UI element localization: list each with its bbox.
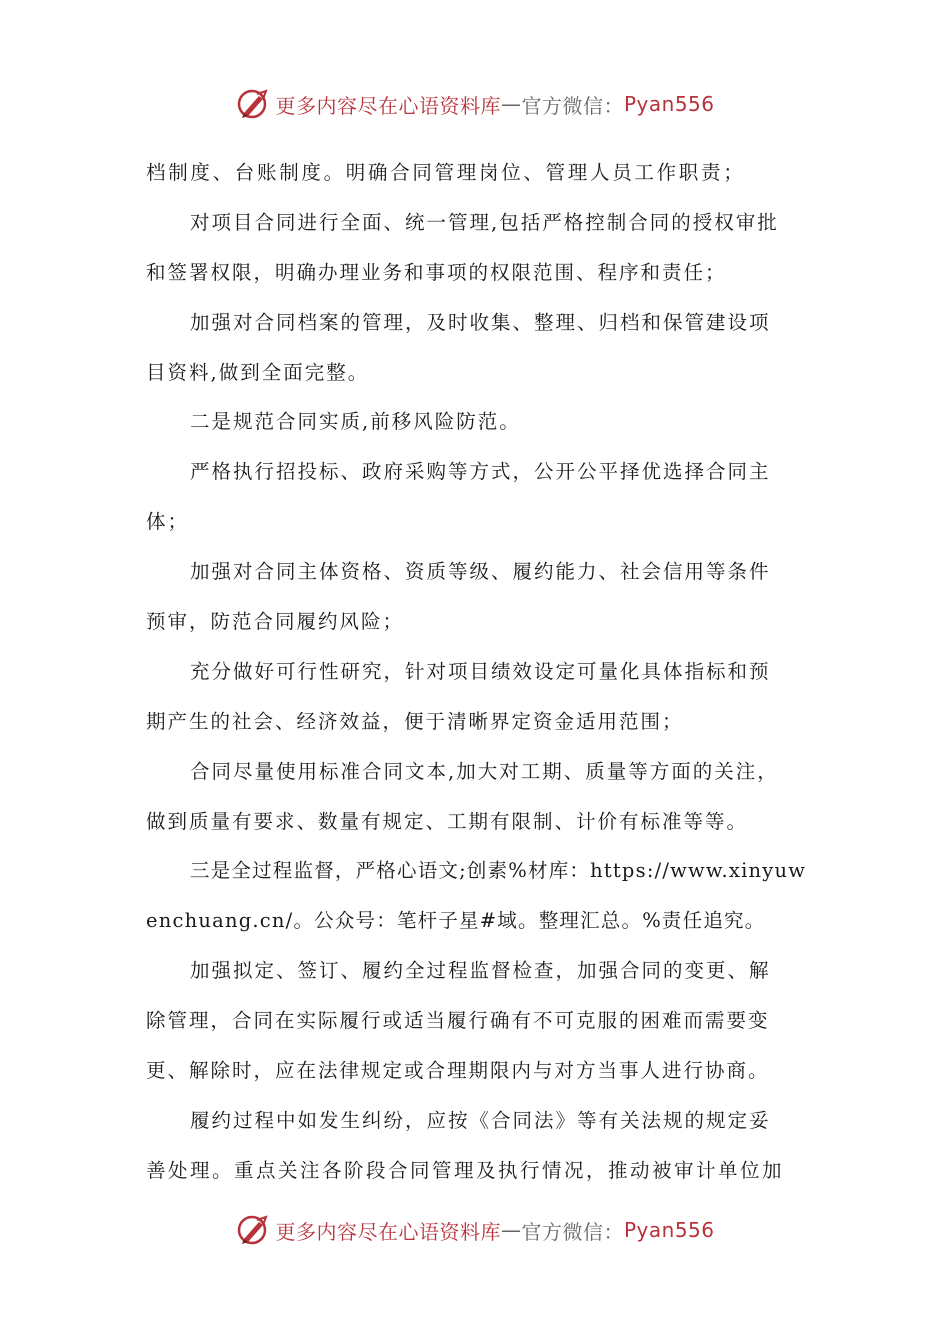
body-line: 履约过程中如发生纠纷，应按《合同法》等有关法规的规定妥 — [190, 1108, 771, 1132]
body-line: 三是全过程监督，严格心语文;创素%材库：https://www.xinyuw — [190, 859, 807, 883]
body-line: 除管理，合同在实际履行或适当履行确有不可克服的困难而需要变 — [146, 1009, 770, 1033]
body-line: 加强对合同主体资格、资质等级、履约能力、社会信用等条件 — [190, 560, 771, 584]
header-watermark-banner — [0, 82, 950, 126]
body-line: enchuang.cn/。公众号：笔杆子星#域。整理汇总。%责任追究。 — [146, 909, 766, 933]
banner-wechat-label: 官方微信： — [521, 93, 624, 118]
banner-dash: — — [500, 92, 522, 116]
body-line: 二是规范合同实质,前移风险防范。 — [190, 410, 521, 434]
banner-wechat-id: Pyan556 — [623, 1218, 715, 1242]
banner-wechat-label: 官方微信： — [521, 1219, 624, 1244]
body-line: 期产生的社会、经济效益，便于清晰界定资金适用范围； — [146, 709, 684, 733]
body-line: 和签署权限，明确办理业务和事项的权限范围、程序和责任； — [146, 260, 727, 284]
footer-watermark-banner — [0, 1208, 950, 1252]
body-line: 档制度、台账制度。明确合同管理岗位、管理人员工作职责； — [146, 161, 746, 184]
banner-dash: — — [500, 1218, 522, 1242]
body-line: 对项目合同进行全面、统一管理,包括严格控制合同的授权审批 — [190, 210, 779, 234]
banner-wechat-id: Pyan556 — [623, 92, 715, 116]
document-body — [146, 148, 810, 1196]
banner-main-text: 更多内容尽在心语资料库 — [275, 93, 501, 118]
body-line: 善处理。重点关注各阶段合同管理及执行情况，推动被审计单位加 — [146, 1158, 785, 1182]
body-line: 预审，防范合同履约风险； — [146, 610, 405, 634]
body-line: 加强拟定、签订、履约全过程监督检查，加强合同的变更、解 — [190, 959, 771, 983]
body-line: 做到质量有要求、数量有规定、工期有限制、计价有标准等等。 — [146, 809, 749, 833]
pen-logo-icon — [235, 86, 271, 122]
body-line: 合同尽量使用标准合同文本,加大对工期、质量等方面的关注， — [190, 759, 779, 783]
body-line: 更、解除时，应在法律规定或合理期限内与对方当事人进行协商。 — [146, 1059, 770, 1083]
banner-main-text: 更多内容尽在心语资料库 — [275, 1219, 501, 1244]
body-line: 体； — [146, 510, 190, 534]
pen-logo-icon — [235, 1212, 271, 1248]
body-line: 目资料,做到全面完整。 — [146, 360, 370, 384]
body-line: 充分做好可行性研究，针对项目绩效设定可量化具体指标和预 — [190, 659, 771, 683]
body-line: 加强对合同档案的管理，及时收集、整理、归档和保管建设项 — [190, 310, 771, 334]
body-line: 严格执行招投标、政府采购等方式，公开公平择优选择合同主 — [190, 460, 771, 484]
